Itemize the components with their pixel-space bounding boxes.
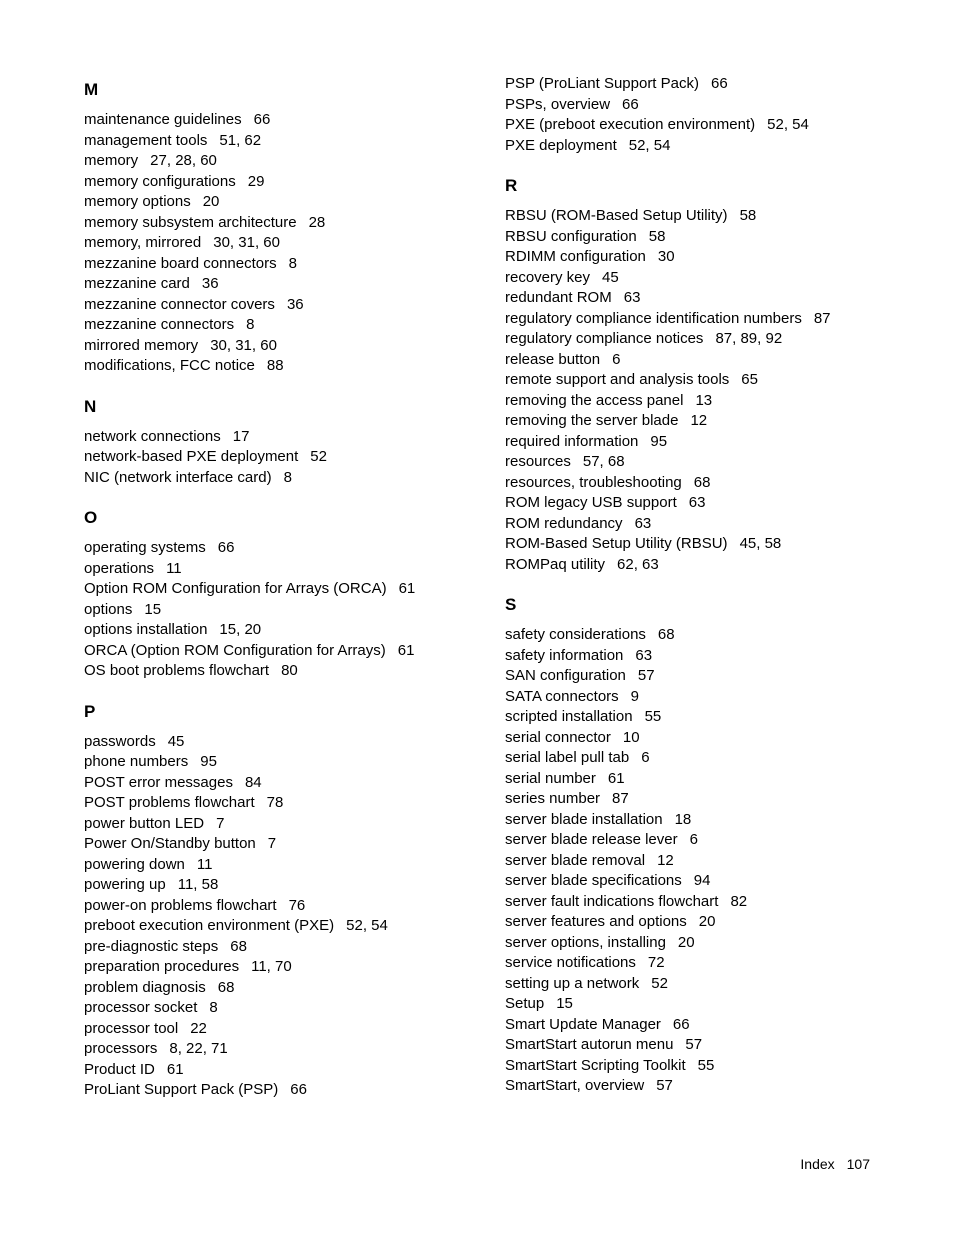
index-entry (505, 411, 925, 432)
index-page-refs[interactable]: 11, 58 (177, 876, 219, 893)
index-term: Option ROM Configuration for Arrays (ORCA) (84, 580, 387, 597)
index-page-refs[interactable]: 76 (288, 896, 306, 914)
index-page-refs[interactable]: 61 (397, 641, 415, 659)
index-page-refs[interactable]: 94 (693, 872, 711, 889)
index-page-refs[interactable]: 45 (167, 732, 185, 750)
index-term: server fault indications flowchart (505, 892, 719, 910)
index-page-refs[interactable]: 22 (190, 1019, 207, 1037)
index-entry (505, 666, 925, 687)
index-page-refs[interactable]: 13 (695, 391, 713, 409)
index-term: mezzanine board connectors (84, 254, 277, 272)
index-page-refs[interactable]: 65 (741, 371, 758, 388)
index-page-refs[interactable]: 63 (634, 514, 652, 532)
index-page-refs[interactable]: 87 (612, 790, 629, 807)
index-term: power-on problems flowchart (84, 896, 277, 914)
index-page-refs[interactable]: 62, 63 (617, 555, 659, 573)
index-entry (505, 514, 925, 535)
index-page-refs[interactable]: 15 (144, 600, 162, 618)
index-page-refs[interactable]: 6 (641, 749, 650, 766)
index-term: Setup (505, 995, 545, 1012)
index-section (84, 506, 484, 682)
index-term: SmartStart Scripting Toolkit (505, 1056, 686, 1074)
index-page-refs[interactable]: 28 (308, 213, 326, 231)
index-entry (84, 1019, 484, 1040)
index-page-refs[interactable]: 12 (690, 412, 708, 429)
index-page-refs[interactable]: 66 (711, 75, 728, 92)
index-section (84, 78, 484, 377)
index-term: PSP (ProLiant Support Pack) (505, 75, 699, 92)
index-term: safety information (505, 646, 624, 664)
index-term: resources, troubleshooting (505, 473, 682, 491)
index-entry (505, 74, 925, 95)
index-entry (84, 661, 484, 682)
index-entry (505, 136, 925, 157)
index-entry (505, 309, 925, 330)
index-entry (84, 192, 484, 213)
index-entry (84, 151, 484, 172)
page-footer (800, 1156, 870, 1172)
index-page-refs[interactable]: 11 (196, 855, 213, 873)
index-section (505, 174, 925, 575)
index-entry (505, 810, 925, 831)
index-entry (84, 834, 484, 855)
index-entry (505, 748, 925, 769)
index-section (84, 700, 484, 1101)
index-term: server blade specifications (505, 872, 682, 889)
index-page-refs[interactable]: 51, 62 (219, 131, 262, 149)
index-page-refs[interactable]: 88 (266, 357, 284, 374)
index-column-left (84, 74, 484, 1119)
index-term: powering up (84, 876, 166, 893)
index-page-refs[interactable]: 17 (232, 427, 250, 445)
index-page-refs[interactable]: 58 (739, 207, 757, 224)
index-entry (84, 620, 484, 641)
section-letter: R (505, 176, 518, 195)
index-term: SmartStart, overview (505, 1077, 645, 1094)
index-page-refs[interactable]: 82 (730, 892, 748, 910)
index-term: SAN configuration (505, 667, 626, 684)
index-entry (505, 452, 925, 473)
index-entry (505, 871, 925, 892)
index-page-refs[interactable]: 84 (244, 773, 262, 791)
index-term: required information (505, 432, 639, 450)
index-entry (84, 110, 484, 131)
index-page-refs[interactable]: 36 (286, 295, 304, 313)
index-page-refs[interactable]: 52 (310, 448, 327, 465)
index-term: memory (84, 152, 139, 169)
index-page-refs[interactable]: 6 (689, 831, 698, 848)
index-term: problem diagnosis (84, 978, 206, 996)
index-term: network-based PXE deployment (84, 448, 299, 465)
index-term: RDIMM configuration (505, 248, 646, 265)
index-page-refs[interactable]: 78 (266, 794, 284, 811)
index-page-refs[interactable]: 63 (623, 289, 641, 306)
index-page-refs[interactable]: 58 (648, 227, 666, 245)
index-term: maintenance guidelines (84, 111, 242, 128)
index-term: management tools (84, 131, 208, 149)
index-page-refs[interactable]: 68 (217, 978, 235, 996)
index-entry (505, 247, 925, 268)
index-term: service notifications (505, 954, 636, 971)
index-term: operating systems (84, 539, 206, 556)
index-term: ROM-Based Setup Utility (RBSU) (505, 535, 728, 552)
index-page-refs[interactable]: 68 (693, 473, 711, 491)
index-page-refs[interactable]: 63 (688, 494, 706, 511)
index-entry (505, 707, 925, 728)
index-term: serial label pull tab (505, 749, 630, 766)
index-term: server options, installing (505, 933, 666, 951)
index-term: serial number (505, 769, 596, 787)
index-entry (505, 1015, 925, 1036)
index-term: server blade release lever (505, 831, 678, 848)
index-page-refs[interactable]: 29 (247, 172, 265, 190)
index-term: mezzanine connectors (84, 316, 235, 333)
index-entry (505, 227, 925, 248)
index-entry (84, 998, 484, 1019)
index-page-refs[interactable]: 61 (398, 580, 416, 597)
index-entry (505, 555, 925, 576)
index-page-refs[interactable]: 30, 31, 60 (213, 234, 280, 251)
index-term: Product ID (84, 1060, 155, 1078)
index-page-refs[interactable]: 45 (602, 268, 619, 286)
index-page-refs[interactable]: 11 (166, 559, 182, 577)
index-page-refs[interactable]: 68 (657, 626, 675, 643)
index-entry (84, 172, 484, 193)
index-entry (84, 447, 484, 468)
index-entry (84, 315, 484, 336)
index-entry (84, 937, 484, 958)
index-page-refs[interactable]: 27, 28, 60 (150, 152, 217, 169)
index-entry (505, 473, 925, 494)
index-entry (505, 493, 925, 514)
index-entry (84, 978, 484, 999)
index-page-refs[interactable]: 61 (607, 769, 625, 787)
index-page-refs[interactable]: 20 (698, 913, 716, 930)
index-term: options installation (84, 621, 208, 638)
index-entry (505, 953, 925, 974)
index-page-refs[interactable]: 15, 20 (219, 621, 262, 638)
index-term: regulatory compliance notices (505, 330, 704, 347)
index-entry (84, 732, 484, 753)
index-entry (84, 600, 484, 621)
index-term: passwords (84, 732, 156, 750)
index-term: POST error messages (84, 773, 233, 791)
footer-label: Index (800, 1156, 835, 1172)
index-term: PSPs, overview (505, 95, 611, 113)
index-page-refs[interactable]: 52, 54 (767, 116, 809, 133)
index-entry (505, 789, 925, 810)
index-entry (505, 370, 925, 391)
index-page-refs[interactable]: 11, 70 (251, 958, 292, 975)
index-entry (84, 336, 484, 357)
index-entry (505, 1035, 925, 1056)
index-term: POST problems flowchart (84, 794, 255, 811)
index-term: safety considerations (505, 626, 646, 643)
index-entry (84, 233, 484, 254)
index-term: mirrored memory (84, 336, 199, 354)
index-page-refs[interactable]: 95 (200, 753, 217, 770)
index-entry (84, 579, 484, 600)
index-page-refs[interactable]: 8 (209, 999, 218, 1016)
index-entry (84, 254, 484, 275)
index-page-refs[interactable]: 7 (267, 835, 277, 852)
index-entry (505, 625, 925, 646)
index-term: PXE (preboot execution environment) (505, 116, 756, 133)
index-page-refs[interactable]: 87 (813, 309, 831, 327)
index-entry (505, 830, 925, 851)
index-page-refs[interactable]: 8, 22, 71 (169, 1040, 228, 1057)
index-term: recovery key (505, 268, 591, 286)
section-letter: O (84, 508, 98, 527)
index-term: NIC (network interface card) (84, 468, 272, 486)
index-entry (505, 268, 925, 289)
index-entry (84, 773, 484, 794)
index-entry (505, 350, 925, 371)
index-term: memory options (84, 193, 191, 210)
index-page-refs[interactable]: 57, 68 (582, 453, 625, 470)
index-page-refs[interactable]: 72 (647, 954, 665, 971)
index-entry (505, 912, 925, 933)
index-entry (505, 974, 925, 995)
index-term: PXE deployment (505, 136, 617, 154)
index-entry (84, 1080, 484, 1101)
index-section (505, 74, 925, 156)
index-term: SmartStart autorun menu (505, 1036, 674, 1053)
index-entry (84, 468, 484, 489)
index-term: redundant ROM (505, 289, 612, 306)
index-entry (84, 213, 484, 234)
index-page-refs[interactable]: 15 (556, 995, 573, 1012)
index-entry (505, 769, 925, 790)
index-entry (505, 1056, 925, 1077)
index-entry (505, 646, 925, 667)
index-page-refs[interactable]: 18 (674, 810, 692, 828)
index-page-refs[interactable]: 9 (630, 687, 640, 705)
index-term: resources (505, 453, 571, 470)
index-term: Smart Update Manager (505, 1015, 661, 1033)
index-term: ORCA (Option ROM Configuration for Arrays) (84, 641, 386, 659)
index-entry (505, 851, 925, 872)
index-entry (84, 427, 484, 448)
index-page-refs[interactable]: 57 (656, 1077, 673, 1094)
index-term: operations (84, 559, 155, 577)
index-entry (505, 115, 925, 136)
index-entry (505, 892, 925, 913)
index-term: preboot execution environment (PXE) (84, 917, 335, 934)
index-page-refs[interactable]: 57 (685, 1036, 703, 1053)
index-entry (84, 1039, 484, 1060)
index-term: ROM legacy USB support (505, 494, 677, 511)
index-entry (505, 933, 925, 954)
index-column-right (505, 74, 925, 1115)
index-page-refs[interactable]: 66 (622, 95, 639, 113)
index-section (505, 593, 925, 1097)
index-term: processor socket (84, 999, 198, 1016)
index-section (84, 395, 484, 489)
index-term: ROMPaq utility (505, 555, 606, 573)
index-page-refs[interactable]: 6 (612, 350, 621, 368)
index-page-refs[interactable]: 52 (651, 974, 668, 992)
index-term: processor tool (84, 1019, 179, 1037)
index-term: Power On/Standby button (84, 835, 256, 852)
index-entry (505, 391, 925, 412)
index-entry (505, 95, 925, 116)
index-page-refs[interactable]: 95 (650, 432, 668, 450)
index-entry (84, 559, 484, 580)
index-page-refs[interactable]: 57 (637, 667, 655, 684)
index-term: scripted installation (505, 708, 633, 725)
index-page-refs[interactable]: 20 (202, 193, 220, 210)
index-entry (505, 728, 925, 749)
index-entry (505, 206, 925, 227)
index-entry (505, 329, 925, 350)
index-entry (84, 295, 484, 316)
index-page-refs[interactable]: 61 (166, 1060, 184, 1078)
index-page-refs[interactable]: 52, 54 (346, 917, 388, 934)
index-page-refs[interactable]: 20 (677, 933, 695, 951)
index-page-refs[interactable]: 66 (290, 1081, 307, 1098)
index-page-refs[interactable]: 30, 31, 60 (210, 336, 277, 354)
index-entry (505, 534, 925, 555)
index-term: remote support and analysis tools (505, 371, 730, 388)
index-term: serial connector (505, 728, 611, 746)
index-entry (84, 641, 484, 662)
index-term: pre-diagnostic steps (84, 937, 219, 955)
index-term: server features and options (505, 913, 687, 930)
index-entry (84, 814, 484, 835)
index-entry (84, 896, 484, 917)
index-entry (505, 687, 925, 708)
index-term: modifications, FCC notice (84, 357, 255, 374)
index-page-refs[interactable]: 66 (217, 539, 235, 556)
index-page-refs[interactable]: 12 (657, 851, 674, 869)
index-entry (84, 356, 484, 377)
index-page-refs[interactable]: 87, 89, 92 (715, 330, 783, 347)
section-letter: P (84, 701, 96, 721)
index-page-refs[interactable]: 8 (288, 254, 297, 272)
index-page-refs[interactable]: 66 (253, 111, 271, 128)
index-term: ROM redundancy (505, 514, 623, 532)
index-term: removing the server blade (505, 412, 679, 429)
index-page-refs[interactable]: 66 (672, 1015, 690, 1033)
index-page-refs[interactable]: 63 (635, 646, 653, 664)
index-entry (84, 1060, 484, 1081)
index-page-refs[interactable]: 36 (201, 275, 219, 292)
index-term: setting up a network (505, 974, 640, 992)
index-term: server blade removal (505, 851, 646, 869)
index-entry (84, 875, 484, 896)
index-entry (84, 855, 484, 876)
index-entry (84, 793, 484, 814)
index-entry (84, 916, 484, 937)
index-term: release button (505, 350, 601, 368)
index-page-refs[interactable]: 55 (644, 708, 662, 725)
index-term: preparation procedures (84, 958, 240, 975)
index-entry (84, 131, 484, 152)
index-page-refs[interactable]: 52, 54 (628, 136, 671, 154)
index-entry (84, 538, 484, 559)
index-term: series number (505, 790, 601, 807)
index-term: powering down (84, 855, 185, 873)
index-entry (84, 957, 484, 978)
section-letter: N (84, 396, 97, 416)
index-term: RBSU configuration (505, 227, 637, 245)
section-letter: M (84, 80, 99, 99)
index-term: options (84, 600, 133, 618)
index-entry (505, 288, 925, 309)
section-letter: S (505, 595, 517, 614)
index-page-refs[interactable]: 68 (230, 937, 247, 955)
index-term: OS boot problems flowchart (84, 662, 270, 679)
index-entry (505, 994, 925, 1015)
index-term: regulatory compliance identification numbers (505, 309, 802, 327)
index-page-refs[interactable]: 8 (283, 468, 292, 486)
index-term: server blade installation (505, 810, 663, 828)
index-entry (84, 274, 484, 295)
index-term: removing the access panel (505, 391, 684, 409)
index-term: mezzanine connector covers (84, 295, 275, 313)
index-term: memory configurations (84, 172, 236, 190)
page-number: 107 (846, 1156, 870, 1172)
index-term: power button LED (84, 814, 205, 832)
index-term: processors (84, 1040, 158, 1057)
index-term: memory, mirrored (84, 234, 202, 251)
index-page-refs[interactable]: 8 (246, 316, 255, 333)
index-term: RBSU (ROM-Based Setup Utility) (505, 207, 728, 224)
index-entry (84, 752, 484, 773)
index-term: ProLiant Support Pack (PSP) (84, 1081, 279, 1098)
index-term: network connections (84, 427, 221, 445)
index-term: memory subsystem architecture (84, 213, 297, 231)
index-page-refs[interactable]: 80 (281, 662, 298, 679)
index-page-refs[interactable]: 45, 58 (739, 535, 782, 552)
index-page-refs[interactable]: 7 (216, 814, 225, 832)
index-term: phone numbers (84, 753, 189, 770)
index-entry (505, 432, 925, 453)
index-term: mezzanine card (84, 275, 190, 292)
index-page-refs[interactable]: 30 (657, 248, 675, 265)
index-term: SATA connectors (505, 687, 619, 705)
index-page-refs[interactable]: 10 (622, 728, 640, 746)
index-entry (505, 1076, 925, 1097)
index-page-refs[interactable]: 55 (697, 1056, 715, 1074)
